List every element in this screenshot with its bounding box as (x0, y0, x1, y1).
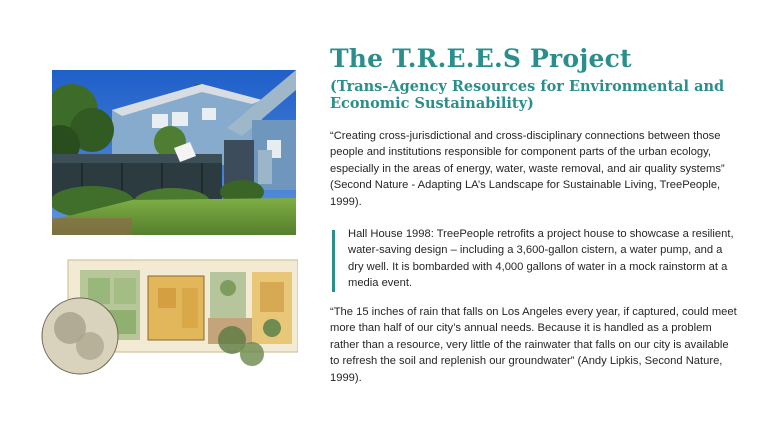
callout-accent-bar (332, 230, 335, 292)
house-photo-illustration (52, 70, 296, 235)
hall-house-callout (330, 226, 735, 296)
house-photo (52, 70, 296, 235)
page-subtitle: (Trans-Agency Resources for Environmental and Economic Sustainability) (330, 78, 725, 112)
hall-house-paragraph: Hall House 1998: TreePeople retrofits a project house to showcase a resilient, water-saving design – including a 3,600-gallon cistern, a water pump, and a dry well. It is bombarded with 4,000 gallons of water in a mock rainstorm at a media event. (348, 228, 734, 290)
quote-paragraph-second-nature: “Creating cross-jurisdictional and cross-disciplinary connections between those people and institutions responsible for component parts of the urban ecology, especially in the areas of energy, water, waste removal, and air quality systems” (Second Nature - Adapting LA’s Landscape for Sustainable Living, TreePeople, 1999). (330, 130, 725, 208)
page-title: The T.R.E.E.S Project (330, 44, 632, 73)
site-plan-drawing (40, 258, 298, 380)
site-plan-illustration (40, 258, 298, 380)
quote-paragraph-andy-lipkis: “The 15 inches of rain that falls on Los Angeles every year, if captured, could meet more than half of our city’s annual needs. Because it is handled as a problem rather than a resource, very little of the rainwater that falls on our city is available to refresh the soil and replenish our groundwater” (Andy Lipkis, Second Nature, 1999). (330, 306, 737, 384)
